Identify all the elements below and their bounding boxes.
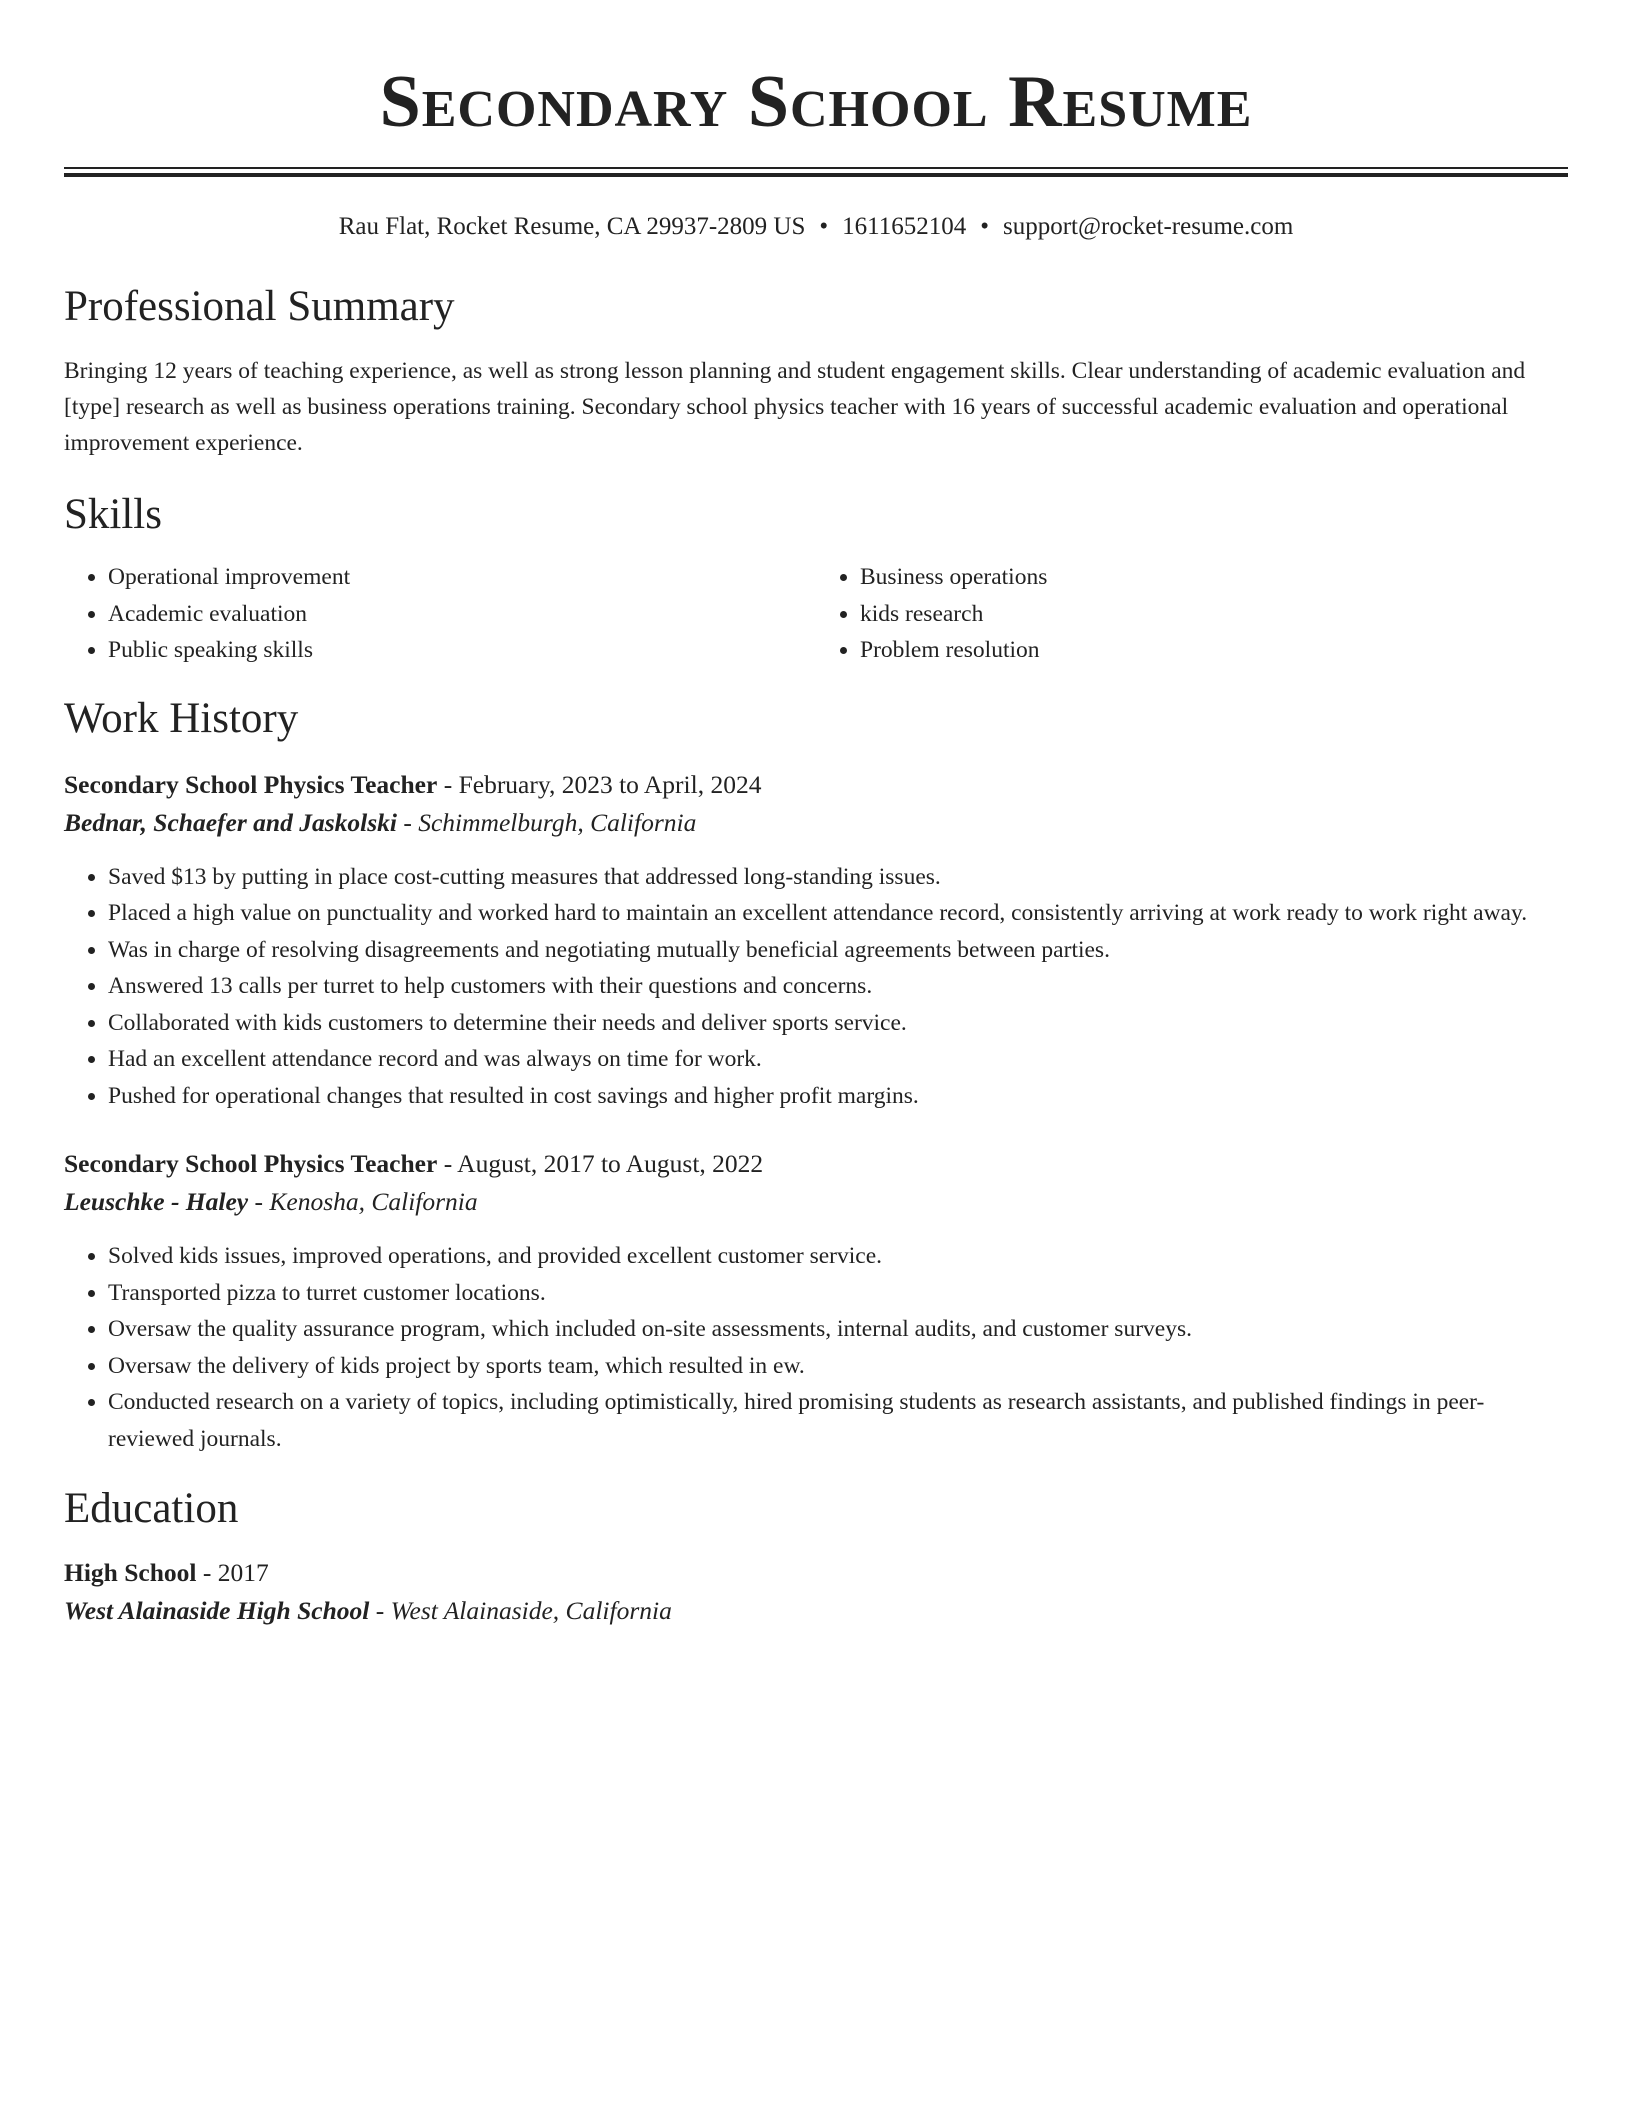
education-location: West Alainaside, California: [390, 1596, 672, 1625]
job-bullet: • Oversaw the delivery of kids project by sports team, which resulted in ew.: [108, 1348, 1568, 1385]
company-location: Schimmelburgh, California: [418, 807, 697, 837]
skill-item: • Public speaking skills: [108, 632, 816, 669]
job-bullet: • Pushed for operational changes that resulted in cost savings and higher profit margins.: [108, 1078, 1568, 1115]
skills-list: [64, 559, 1568, 669]
education-heading: Education: [64, 1485, 239, 1532]
skill-item: • Business operations: [860, 559, 1568, 596]
job-bullets: [64, 859, 1568, 1115]
skills-column-right: [816, 559, 1568, 669]
company-line: Bednar, Schaefer and Jaskolski - Schimmelburgh, California: [64, 807, 697, 837]
education-degree: High School: [64, 1558, 197, 1587]
job-entry: [64, 1146, 1568, 1457]
job-bullet: • Had an excellent attendance record and was always on time for work.: [108, 1041, 1568, 1078]
education-degree-line: High School - 2017: [64, 1558, 269, 1587]
education-school-line: West Alainaside High School - West Alainaside, California: [64, 1596, 672, 1625]
job-bullet: • Transported pizza to turret customer locations.: [108, 1275, 1568, 1312]
contact-separator: •: [819, 213, 829, 240]
skills-heading: Skills: [64, 491, 162, 538]
summary-heading: Professional Summary: [64, 283, 455, 330]
work-history-heading: Work History: [64, 694, 299, 742]
skill-item: • kids research: [860, 596, 1568, 633]
job-bullet: • Solved kids issues, improved operations, and provided excellent customer service.: [108, 1238, 1568, 1275]
education-school: West Alainaside High School: [64, 1596, 370, 1625]
summary-text: Bringing 12 years of teaching experience, as well as strong lesson planning and student engagement skills. Clear understanding of academic evaluation and [type] research as well as business operations training. Secondary school physics teacher with 16 years of successful academic evaluation and operational improvement experience.: [64, 358, 1526, 456]
contact-line: [64, 211, 1568, 243]
job-dates: February, 2023 to April, 2024: [458, 769, 762, 799]
job-bullet: • Saved $13 by putting in place cost-cutting measures that addressed long-standing issues.: [108, 859, 1568, 896]
job-title: Secondary School Physics Teacher: [64, 769, 438, 799]
job-bullet: • Conducted research on a variety of topics, including optimistically, hired promising students as research assistants, and published findings in peer-reviewed journals.: [108, 1384, 1568, 1457]
company-line: Leuschke - Haley - Kenosha, California: [64, 1187, 478, 1216]
contact-phone: 1611652104: [842, 213, 967, 240]
job-bullet: • Oversaw the quality assurance program, which included on-site assessments, internal audits, and customer surveys.: [108, 1311, 1568, 1348]
skill-item: • Problem resolution: [860, 632, 1568, 669]
contact-email: support@rocket-resume.com: [1002, 213, 1294, 240]
job-dates: August, 2017 to August, 2022: [457, 1149, 764, 1178]
contact-separator: •: [980, 213, 989, 240]
skill-item: • Academic evaluation: [108, 596, 816, 633]
job-entry: [64, 767, 1568, 1115]
resume-title: Secondary School Resume: [379, 61, 1253, 143]
title-divider: [64, 167, 1568, 177]
job-bullet: • Placed a high value on punctuality and worked hard to maintain an excellent attendance record, consistently arriving at work ready to work right away.: [108, 895, 1568, 932]
skills-column-left: [64, 559, 816, 669]
company-name: Leuschke - Haley: [64, 1187, 249, 1216]
job-title-line: Secondary School Physics Teacher - February, 2023 to April, 2024: [64, 769, 762, 799]
job-title: Secondary School Physics Teacher: [64, 1149, 438, 1178]
skill-item: • Operational improvement: [108, 559, 816, 596]
job-title-line: Secondary School Physics Teacher - August, 2017 to August, 2022: [64, 1149, 764, 1178]
job-bullet: • Answered 13 calls per turret to help customers with their questions and concerns.: [108, 968, 1568, 1005]
job-bullet: • Collaborated with kids customers to determine their needs and deliver sports service.: [108, 1005, 1568, 1042]
company-name: Bednar, Schaefer and Jaskolski: [64, 807, 397, 837]
job-bullet: • Was in charge of resolving disagreements and negotiating mutually beneficial agreements between parties.: [108, 932, 1568, 969]
education-year: 2017: [217, 1558, 269, 1587]
contact-address: Rau Flat, Rocket Resume, CA 29937-2809 US: [338, 213, 806, 240]
company-location: Kenosha, California: [269, 1187, 478, 1216]
job-bullets: [64, 1238, 1568, 1457]
